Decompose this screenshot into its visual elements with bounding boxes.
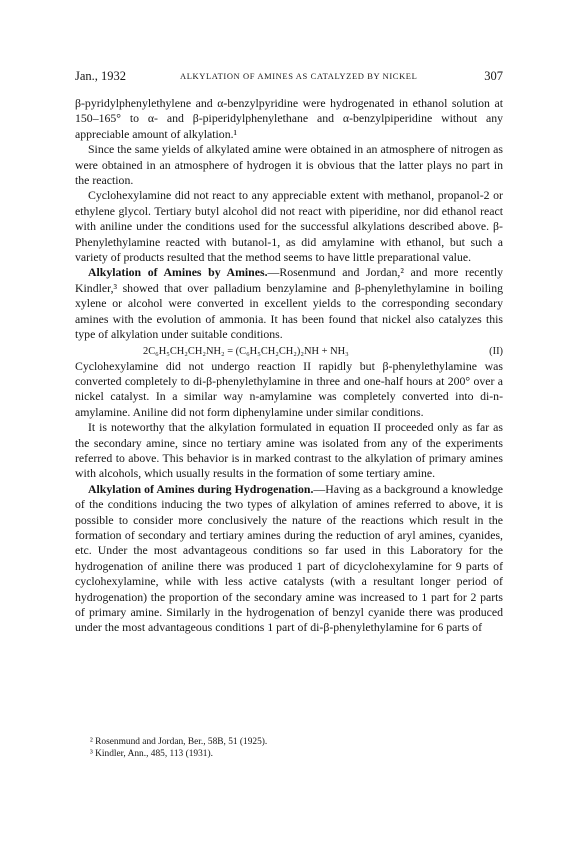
equation-II <box>75 343 503 359</box>
paragraph-2: Since the same yields of alkylated amine were obtained in an atmosphere of nitrogen as were obtained in an atmosphere of hydrogen it is obvious that the latter plays no part in the reaction. <box>75 142 503 188</box>
paragraph-4-text: —Rosenmund and Jordan,² and more recently Kindler,³ showed that over palladium benzylamine and β-phenylethylamine in boiling xylene or alcohol were converted in excellent yields to the corresponding secondary amines with the evolution of ammonia. It has been found that nickel also catalyzes this type of alkylation under suitable conditions. <box>75 265 504 342</box>
running-header <box>75 69 503 87</box>
header-title: ALKYLATION OF AMINES AS CATALYZED BY NICKEL <box>180 71 418 81</box>
paragraph-3: Cyclohexylamine did not react to any appreciable extent with methanol, propanol-2 or ethylene glycol. Tertiary butyl alcohol did not react with piperidine, nor did ethanol react with aniline under the conditions used for the successful alkylations described above. β-Phenylethylamine reacted with butanol-1, as did amylamine with ethanol, but such a variety of products resulted that the method seems to have little preparational value. <box>75 188 503 265</box>
paragraph-6: It is noteworthy that the alkylation formulated in equation II proceeded only as far as the secondary amine, since no tertiary amine was isolated from any of the experiments referred to above. This behavior is in marked contrast to the alkylation of primary amines with alcohols, which usually results in the formation of some tertiary amine. <box>75 420 503 481</box>
footnote-3: ³ Kindler, Ann., 485, 113 (1931). <box>90 749 213 760</box>
header-date: Jan., 1932 <box>75 69 127 83</box>
section-heading-during-hydrogenation: Alkylation of Amines during Hydrogenation. <box>88 481 314 496</box>
page-number: 307 <box>484 69 503 83</box>
paragraph-4 <box>75 265 503 342</box>
paragraph-7 <box>75 482 503 636</box>
equation-number: (II) <box>489 345 503 357</box>
paragraph-1: β-pyridylphenylethylene and α-benzylpyridine were hydrogenated in ethanol solution at 150–165° to α- and β-piperidylphenylethane and α-benzylpiperidine without any appreciable amount of alkylation.¹ <box>75 96 503 141</box>
paragraph-5: Cyclohexylamine did not undergo reaction II rapidly but β-phenylethylamine was converted completely to di-β-phenylethylamine in three and one-half hours at 200° over a nickel catalyst. In a similar way n-amylamine was completely converted into di-n-amylamine. Aniline did not form diphenylamine under similar conditions. <box>75 358 503 419</box>
section-heading-amines-by-amines: Alkylation of Amines by Amines. <box>88 265 268 280</box>
paragraph-7-text: —Having as a background a knowledge of the conditions inducing the two types of alkylation of amines referred to above, it is possible to consider more conclusively the nature of the reactions which result in the formation of secondary and tertiary amines during the reduction of aryl amines, cyanides, etc. Under the most advantageous conditions so far used in this Laboratory for the hydrogenation of aniline there was produced 1 part of dicyclohexylamine for 9 parts of cyclohexylamine, while with less active catalysts (with a resultant longer period of hydrogenation) the proportion of the secondary amine was increased to 1 part for 2 parts of primary amine. Similarly in the hydrogenation of benzyl cyanide there was produced under the most advantageous conditions 1 part of di-β-phenylethylamine for 6 parts of <box>75 481 503 635</box>
footnote-2: ² Rosenmund and Jordan, Ber., 58B, 51 (1925). <box>90 737 268 747</box>
body-text <box>75 96 503 636</box>
equation-formula: 2C₆H₅CH₂CH₂NH₂ = (C₆H₅CH₂CH₂)₂NH + NH₃ <box>143 345 349 357</box>
footnotes <box>90 736 490 760</box>
